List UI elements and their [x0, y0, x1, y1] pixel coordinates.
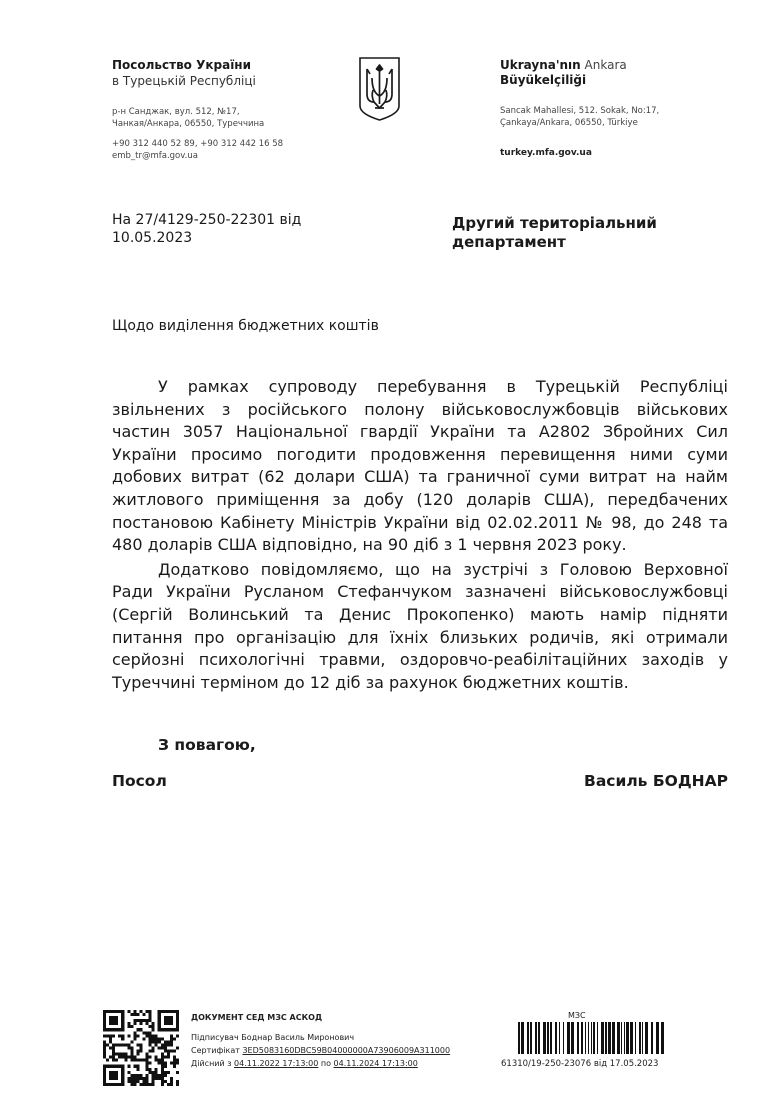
embassy-address-ua: [112, 107, 332, 130]
name-bold: Ukrayna'nın: [500, 58, 581, 72]
valid-prefix: Дійсний з: [191, 1059, 232, 1068]
cert-label: Сертифікат: [191, 1046, 240, 1055]
valid-mid: по: [320, 1059, 331, 1068]
embassy-header-ua: [112, 58, 332, 162]
agency-label: МЗС: [568, 1011, 586, 1020]
stamp-title: ДОКУМЕНТ СЕД МЗС АСКОД: [191, 1013, 323, 1022]
address-line: Çankaya/Ankara, 06550, Türkiye: [500, 117, 638, 128]
embassy-website: turkey.mfa.gov.ua: [500, 148, 592, 158]
recipient-line: департамент: [452, 233, 566, 251]
valid-from: 04.11.2022 17:13:00: [234, 1059, 319, 1068]
registration-number: 61310/19-250-23076 від 17.05.2023: [501, 1059, 659, 1069]
recipient: [452, 214, 712, 252]
stamp-signer: Підписувач Боднар Василь Миронович: [191, 1033, 355, 1042]
address-line: Sancak Mahallesi, 512. Sokak, No:17,: [500, 106, 660, 116]
letter-body: [112, 376, 728, 696]
recipient-line: Другий територіальний: [452, 214, 657, 232]
reference-number: [112, 211, 342, 247]
cert-value: 3ED5083160DBC59B04000000A73906009A311000: [242, 1046, 451, 1055]
closing-regards: З повагою,: [158, 736, 256, 754]
embassy-name-ua: Посольство України: [112, 58, 252, 72]
stamp-certificate: [191, 1044, 450, 1057]
signatory-name: Василь БОДНАР: [584, 772, 728, 790]
embassy-address-tr: [500, 106, 700, 129]
reference-date: 10.05.2023: [112, 230, 193, 246]
qr-code-icon: [103, 1010, 179, 1086]
embassy-name-tr-line2: Büyükelçiliği: [500, 73, 587, 87]
embassy-header-tr: [500, 58, 700, 158]
reference-line: На 27/4129-250-22301 від: [112, 212, 302, 228]
phones: +90 312 440 52 89, +90 312 442 16 58: [112, 139, 284, 149]
signatory-position: Посол: [112, 772, 167, 790]
embassy-subtitle-ua: в Турецькій Республіці: [112, 74, 256, 88]
valid-to: 04.11.2024 17:13:00: [333, 1059, 418, 1068]
e-signature-stamp: [191, 1011, 450, 1070]
barcode-icon: [516, 1022, 668, 1054]
body-paragraph: У рамках супроводу перебування в Турецькій Республіці звільнених з російського полону військовослужбовців військових частин 3057 Національної гвардії України та А2802 Збройних Сил України просимо погодити продовження перевищення ними суми добових витрат (62 долари США) та граничної суми витрат на найм житлового приміщення за добу (120 доларів США), передбачених постановою Кабінету Міністрів України від 02.02.2011 № 98, до 248 та 480 доларів США відповідно, на 90 діб з 1 червня 2023 року.: [112, 377, 728, 555]
email: emb_tr@mfa.gov.ua: [112, 150, 198, 161]
body-paragraph: Додатково повідомляємо, що на зустрічі з Головою Верховної Ради України Русланом Стефанчуком зазначені військовослужбовці (Сергій Волинський та Денис Прокопенко) мають намір підняти питання про організацію для їхніх близьких родичів, які отримали серйозні психологічні травми, оздоровчо-реабілітаційних заходів у Туреччині терміном до 12 діб за рахунок бюджетних коштів.: [112, 559, 728, 692]
letter-subject: Щодо виділення бюджетних коштів: [112, 318, 379, 334]
address-line: р-н Санджак, вул. 512, №17,: [112, 107, 240, 117]
embassy-name-tr: [500, 58, 700, 73]
trident-icon: [357, 56, 402, 122]
stamp-validity: [191, 1057, 450, 1070]
embassy-contacts: [112, 139, 332, 162]
name-light: Ankara: [584, 58, 627, 72]
address-line: Чанкая/Анкара, 06550, Туреччина: [112, 118, 265, 129]
